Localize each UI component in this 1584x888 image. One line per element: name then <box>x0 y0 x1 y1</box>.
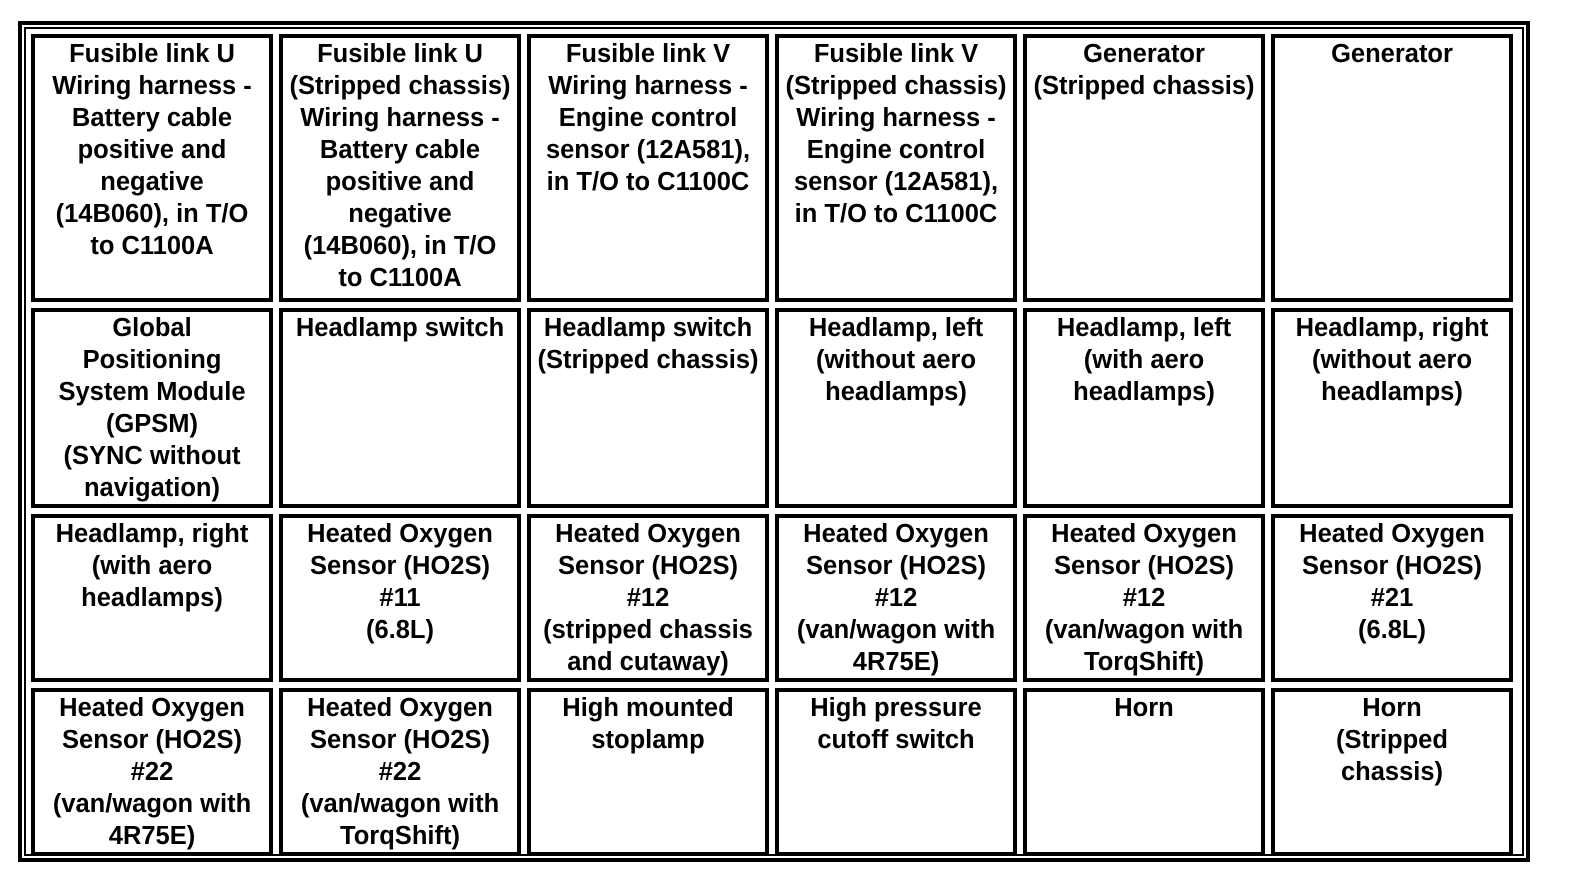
table-cell: Headlamp switch (Stripped chassis) <box>527 308 769 508</box>
table-cell: Generator <box>1271 34 1513 302</box>
table-cell: Heated Oxygen Sensor (HO2S) #11 (6.8L) <box>279 514 521 682</box>
table-cell: Heated Oxygen Sensor (HO2S) #21 (6.8L) <box>1271 514 1513 682</box>
table-cell: Heated Oxygen Sensor (HO2S) #22 (van/wagon with TorqShift) <box>279 688 521 856</box>
table-cell: High pressure cutoff switch <box>775 688 1017 856</box>
table-cell: Global Positioning System Module (GPSM) (SYNC without navigation) <box>31 308 273 508</box>
table-cell: Headlamp switch <box>279 308 521 508</box>
table-cell: Headlamp, left (with aero headlamps) <box>1023 308 1265 508</box>
table-row <box>31 514 1513 682</box>
table-cell: Heated Oxygen Sensor (HO2S) #12 (van/wagon with TorqShift) <box>1023 514 1265 682</box>
table-cell: Headlamp, right (without aero headlamps) <box>1271 308 1513 508</box>
table-cell: Horn (Stripped chassis) <box>1271 688 1513 856</box>
table-row <box>31 34 1513 302</box>
component-table-frame <box>18 21 1530 862</box>
table-cell: Fusible link V (Stripped chassis) Wiring harness - Engine control sensor (12A581), in T/O to C1100C <box>775 34 1017 302</box>
component-table <box>25 28 1519 862</box>
table-cell: High mounted stoplamp <box>527 688 769 856</box>
table-cell: Heated Oxygen Sensor (HO2S) #12 (stripped chassis and cutaway) <box>527 514 769 682</box>
table-cell: Fusible link U (Stripped chassis) Wiring harness - Battery cable positive and negative (14B060), in T/O to C1100A <box>279 34 521 302</box>
table-row <box>31 308 1513 508</box>
table-cell: Headlamp, left (without aero headlamps) <box>775 308 1017 508</box>
table-cell: Fusible link V Wiring harness - Engine control sensor (12A581), in T/O to C1100C <box>527 34 769 302</box>
table-cell: Horn <box>1023 688 1265 856</box>
table-cell: Generator (Stripped chassis) <box>1023 34 1265 302</box>
table-row <box>31 688 1513 856</box>
table-cell: Heated Oxygen Sensor (HO2S) #12 (van/wagon with 4R75E) <box>775 514 1017 682</box>
table-cell: Heated Oxygen Sensor (HO2S) #22 (van/wagon with 4R75E) <box>31 688 273 856</box>
table-cell: Fusible link U Wiring harness - Battery cable positive and negative (14B060), in T/O to C1100A <box>31 34 273 302</box>
table-cell: Headlamp, right (with aero headlamps) <box>31 514 273 682</box>
